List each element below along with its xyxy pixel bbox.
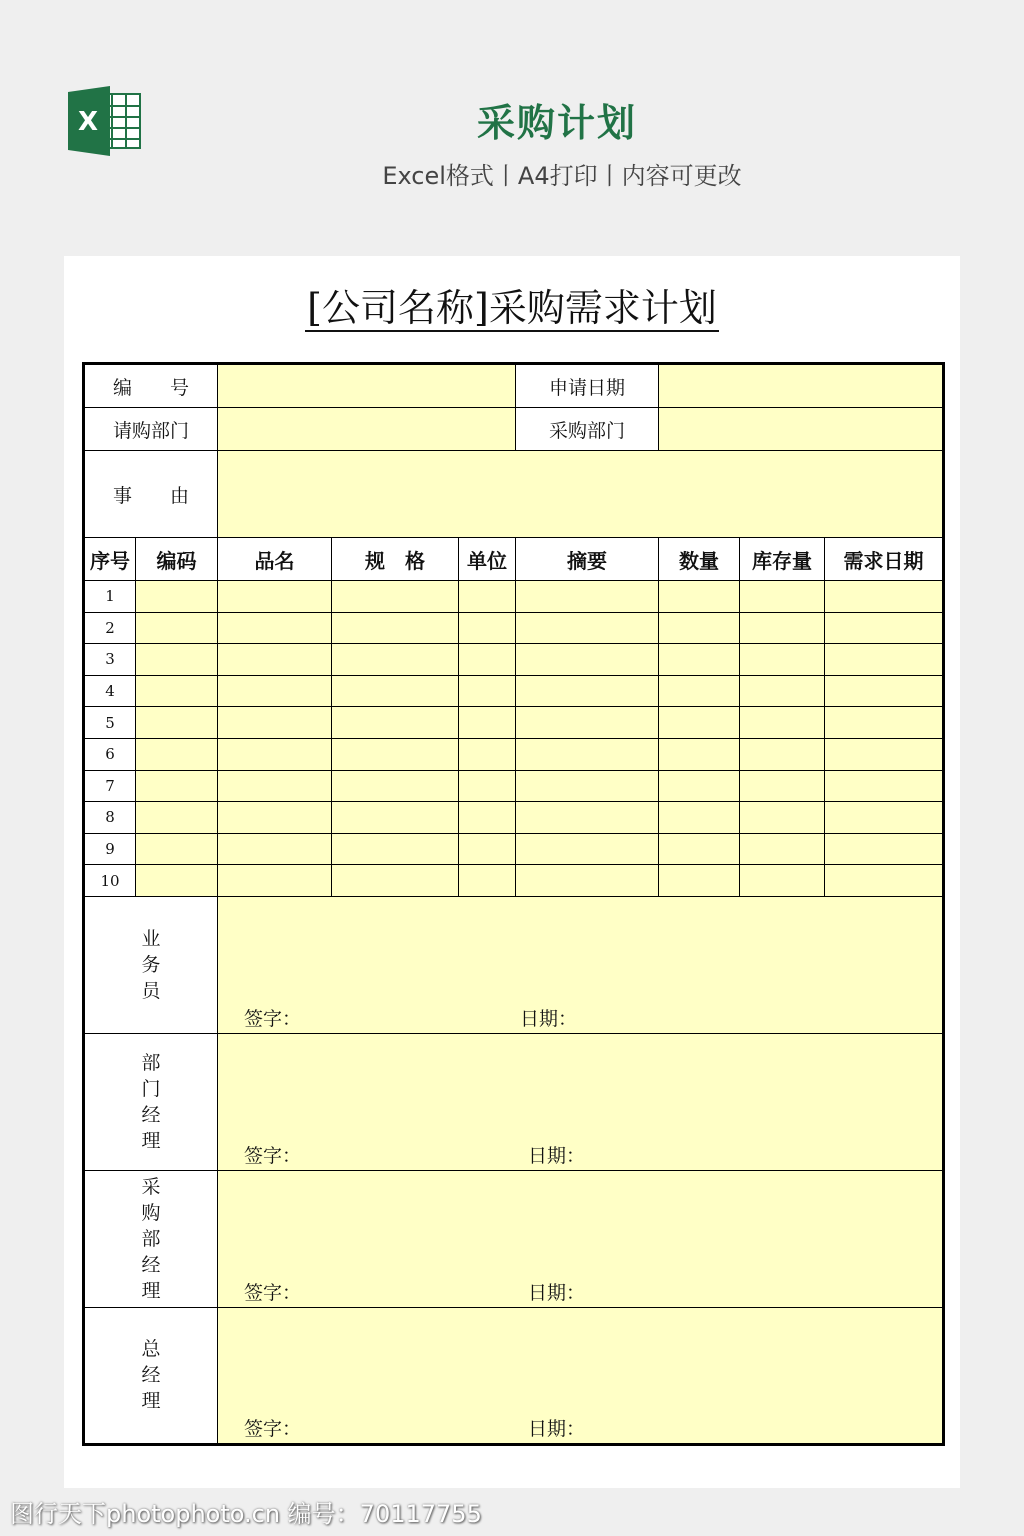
- sign-label: 签字：: [244, 1144, 302, 1167]
- reason-field[interactable]: [218, 451, 944, 538]
- row-cell[interactable]: [825, 707, 944, 739]
- row-number: 1: [84, 581, 136, 613]
- table-row: [84, 738, 944, 770]
- row-cell[interactable]: [332, 802, 459, 834]
- row-cell[interactable]: [516, 833, 659, 865]
- row-cell[interactable]: [136, 770, 218, 802]
- request-dept-field[interactable]: [218, 408, 516, 451]
- row-cell[interactable]: [459, 707, 516, 739]
- row-cell[interactable]: [218, 865, 332, 897]
- apply-date-field[interactable]: [659, 364, 944, 408]
- row-cell[interactable]: [740, 802, 825, 834]
- number-field[interactable]: [218, 364, 516, 408]
- purchase-dept-field[interactable]: [659, 408, 944, 451]
- row-number: 4: [84, 675, 136, 707]
- row-cell[interactable]: [459, 738, 516, 770]
- svg-text:X: X: [77, 107, 99, 137]
- col-header-need-date: 需求日期: [825, 538, 944, 581]
- date-label: 日期：: [520, 1007, 578, 1030]
- row-cell[interactable]: [218, 581, 332, 613]
- row-cell[interactable]: [136, 644, 218, 676]
- row-cell[interactable]: [136, 675, 218, 707]
- row-cell[interactable]: [659, 644, 740, 676]
- row-cell[interactable]: [825, 612, 944, 644]
- row-cell[interactable]: [516, 581, 659, 613]
- row-cell[interactable]: [516, 738, 659, 770]
- col-header-quantity: 数量: [659, 538, 740, 581]
- row-cell[interactable]: [825, 738, 944, 770]
- number-label: 编 号: [84, 364, 218, 408]
- row-cell[interactable]: [218, 802, 332, 834]
- row-cell[interactable]: [740, 675, 825, 707]
- row-number: 6: [84, 738, 136, 770]
- row-cell[interactable]: [136, 802, 218, 834]
- approval-row: [84, 1033, 944, 1170]
- table-row: [84, 612, 944, 644]
- apply-date-label: 申请日期: [516, 364, 659, 408]
- table-row: [84, 581, 944, 613]
- table-row: [84, 644, 944, 676]
- approval-label: 总 经 理: [84, 1307, 218, 1444]
- sign-label: 签字：: [244, 1417, 302, 1440]
- col-header-name: 品名: [218, 538, 332, 581]
- row-cell[interactable]: [659, 770, 740, 802]
- reason-label: 事 由: [84, 451, 218, 538]
- row-cell[interactable]: [516, 612, 659, 644]
- row-cell[interactable]: [218, 833, 332, 865]
- purchase-dept-label: 采购部门: [516, 408, 659, 451]
- row-cell[interactable]: [218, 612, 332, 644]
- approval-sign-area[interactable]: [218, 1307, 944, 1444]
- row-cell[interactable]: [136, 865, 218, 897]
- row-cell[interactable]: [740, 738, 825, 770]
- row-cell[interactable]: [516, 865, 659, 897]
- row-cell[interactable]: [332, 770, 459, 802]
- row-number: 3: [84, 644, 136, 676]
- row-cell[interactable]: [740, 644, 825, 676]
- row-cell[interactable]: [136, 612, 218, 644]
- row-cell[interactable]: [459, 581, 516, 613]
- row-cell[interactable]: [332, 865, 459, 897]
- approval-sign-area[interactable]: [218, 1170, 944, 1307]
- sign-label: 签字：: [244, 1281, 302, 1304]
- row-cell[interactable]: [825, 833, 944, 865]
- col-header-index: 序号: [84, 538, 136, 581]
- request-dept-label: 请购部门: [84, 408, 218, 451]
- date-label: 日期：: [528, 1281, 586, 1304]
- row-cell[interactable]: [332, 581, 459, 613]
- row-cell[interactable]: [659, 581, 740, 613]
- approval-sign-area[interactable]: [218, 1033, 944, 1170]
- row-cell[interactable]: [825, 802, 944, 834]
- row-cell[interactable]: [659, 612, 740, 644]
- row-cell[interactable]: [332, 738, 459, 770]
- row-cell[interactable]: [740, 770, 825, 802]
- approval-row: [84, 1307, 944, 1444]
- col-header-unit: 单位: [459, 538, 516, 581]
- approval-label: 业 务 员: [84, 896, 218, 1033]
- row-cell[interactable]: [218, 770, 332, 802]
- date-label: 日期：: [528, 1417, 586, 1440]
- row-cell[interactable]: [459, 833, 516, 865]
- row-cell[interactable]: [516, 707, 659, 739]
- row-cell[interactable]: [332, 675, 459, 707]
- row-cell[interactable]: [659, 833, 740, 865]
- column-header-row: [84, 538, 944, 581]
- row-cell[interactable]: [218, 675, 332, 707]
- table-row: [84, 707, 944, 739]
- row-cell[interactable]: [459, 675, 516, 707]
- row-cell[interactable]: [740, 707, 825, 739]
- row-cell[interactable]: [459, 802, 516, 834]
- row-cell[interactable]: [516, 802, 659, 834]
- row-cell[interactable]: [740, 612, 825, 644]
- table-row: [84, 770, 944, 802]
- row-cell[interactable]: [516, 644, 659, 676]
- table-row: [84, 802, 944, 834]
- row-cell[interactable]: [740, 833, 825, 865]
- date-label: 日期：: [528, 1144, 586, 1167]
- row-cell[interactable]: [136, 707, 218, 739]
- row-cell[interactable]: [740, 581, 825, 613]
- row-cell[interactable]: [825, 644, 944, 676]
- sign-label: 签字：: [244, 1007, 302, 1030]
- row-cell[interactable]: [516, 675, 659, 707]
- row-cell[interactable]: [332, 707, 459, 739]
- row-cell[interactable]: [459, 644, 516, 676]
- approval-row: [84, 1170, 944, 1307]
- row-cell[interactable]: [659, 802, 740, 834]
- row-cell[interactable]: [218, 644, 332, 676]
- row-cell[interactable]: [459, 770, 516, 802]
- page-subtitle: Excel格式丨A4打印丨内容可更改: [382, 162, 742, 190]
- row-cell[interactable]: [659, 675, 740, 707]
- row-cell[interactable]: [825, 581, 944, 613]
- row-number: 2: [84, 612, 136, 644]
- table-row: [84, 833, 944, 865]
- row-cell[interactable]: [332, 833, 459, 865]
- row-cell[interactable]: [136, 833, 218, 865]
- table-row: [84, 675, 944, 707]
- col-header-spec: 规 格: [332, 538, 459, 581]
- row-cell[interactable]: [825, 865, 944, 897]
- document-sheet: [64, 256, 960, 1488]
- approval-label: 部 门 经 理: [84, 1033, 218, 1170]
- row-cell[interactable]: [459, 865, 516, 897]
- row-number: 7: [84, 770, 136, 802]
- row-cell[interactable]: [825, 770, 944, 802]
- col-header-summary: 摘要: [516, 538, 659, 581]
- row-number: 5: [84, 707, 136, 739]
- table-row: [84, 865, 944, 897]
- col-header-stock: 库存量: [740, 538, 825, 581]
- row-cell[interactable]: [136, 738, 218, 770]
- row-cell[interactable]: [659, 707, 740, 739]
- row-cell[interactable]: [659, 865, 740, 897]
- row-cell[interactable]: [516, 770, 659, 802]
- approval-row: [84, 896, 944, 1033]
- page-title: 采购计划: [476, 101, 637, 145]
- row-cell[interactable]: [332, 644, 459, 676]
- row-cell[interactable]: [332, 612, 459, 644]
- col-header-code: 编码: [136, 538, 218, 581]
- row-number: 9: [84, 833, 136, 865]
- row-cell[interactable]: [825, 675, 944, 707]
- row-cell[interactable]: [218, 738, 332, 770]
- row-cell[interactable]: [459, 612, 516, 644]
- row-number: 8: [84, 802, 136, 834]
- row-cell[interactable]: [659, 738, 740, 770]
- purchase-plan-table: [82, 362, 945, 1446]
- row-cell[interactable]: [136, 581, 218, 613]
- approval-label: 采 购 部 经 理: [84, 1170, 218, 1307]
- watermark: 图行天下photophoto.cn 编号：70117755: [10, 1500, 482, 1528]
- row-number: 10: [84, 865, 136, 897]
- approval-sign-area[interactable]: [218, 896, 944, 1033]
- row-cell[interactable]: [218, 707, 332, 739]
- document-title: [公司名称]采购需求计划: [307, 286, 717, 330]
- row-cell[interactable]: [740, 865, 825, 897]
